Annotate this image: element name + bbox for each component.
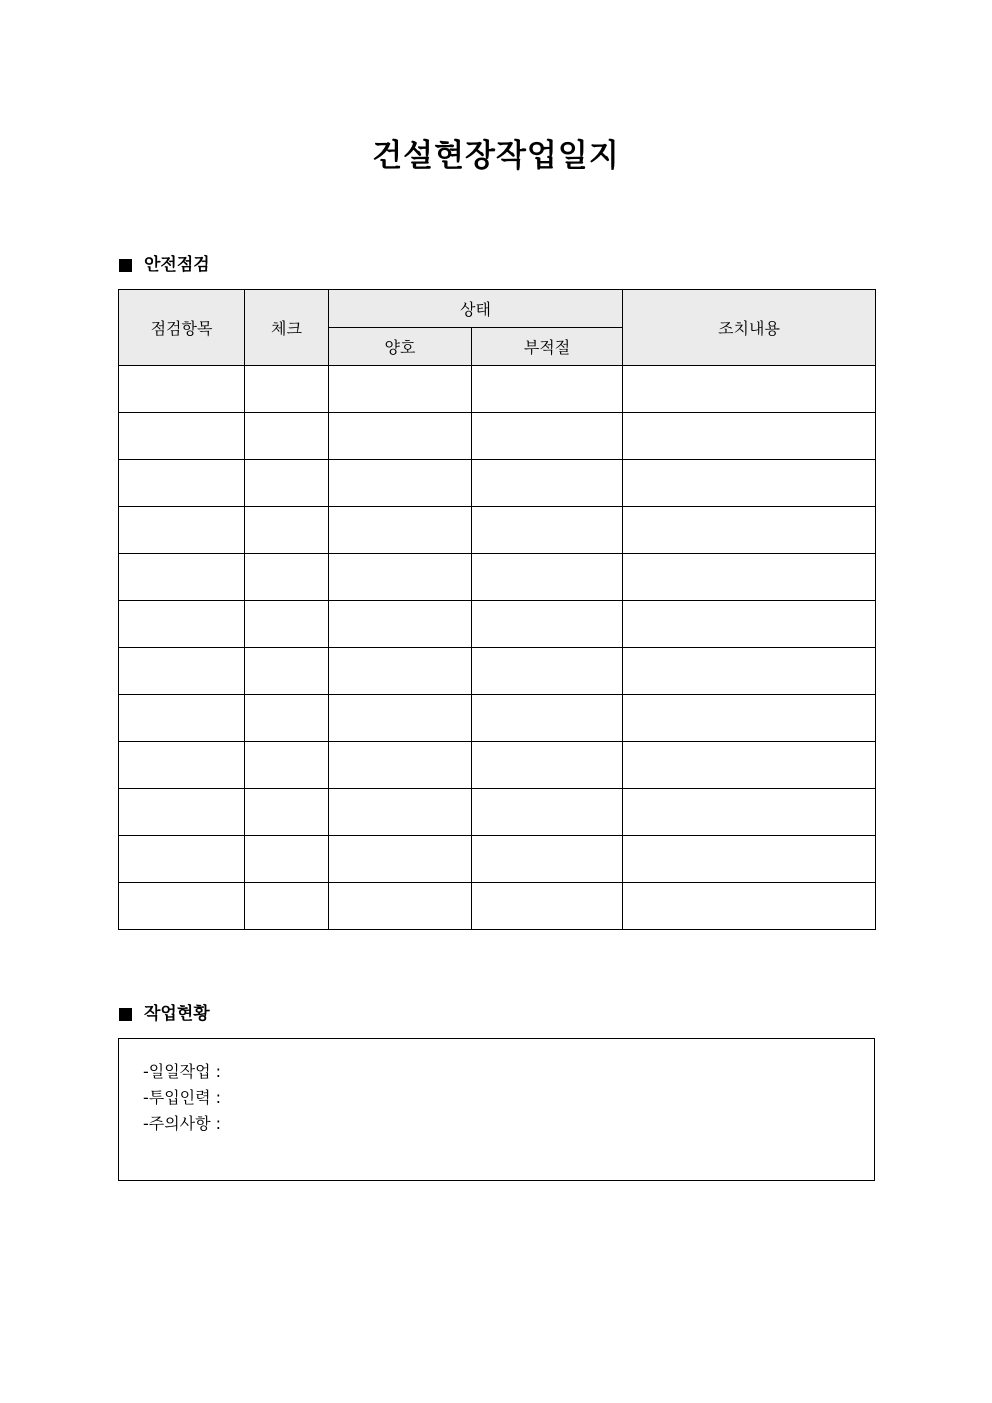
table-row [119, 554, 876, 601]
cell-action[interactable] [623, 789, 876, 836]
cell-bad[interactable] [472, 460, 623, 507]
work-status-box [118, 1038, 875, 1181]
cell-item[interactable] [119, 554, 245, 601]
cell-good[interactable] [329, 460, 472, 507]
cell-bad[interactable] [472, 413, 623, 460]
header-bad: 부적절 [472, 328, 623, 366]
square-bullet-icon [119, 259, 132, 272]
cell-check[interactable] [245, 742, 329, 789]
cell-check[interactable] [245, 413, 329, 460]
cell-good[interactable] [329, 554, 472, 601]
cell-good[interactable] [329, 883, 472, 930]
safety-table-body [119, 366, 876, 930]
cell-action[interactable] [623, 695, 876, 742]
cell-check[interactable] [245, 601, 329, 648]
cell-good[interactable] [329, 601, 472, 648]
safety-section-heading [119, 253, 210, 277]
square-bullet-icon [119, 1008, 132, 1021]
cell-item[interactable] [119, 742, 245, 789]
cell-check[interactable] [245, 366, 329, 413]
cell-bad[interactable] [472, 366, 623, 413]
work-line-manpower: -투입인력 : [143, 1088, 222, 1107]
cell-item[interactable] [119, 648, 245, 695]
cell-item[interactable] [119, 507, 245, 554]
cell-bad[interactable] [472, 601, 623, 648]
cell-good[interactable] [329, 789, 472, 836]
cell-item[interactable] [119, 460, 245, 507]
cell-check[interactable] [245, 836, 329, 883]
cell-check[interactable] [245, 554, 329, 601]
cell-check[interactable] [245, 648, 329, 695]
cell-bad[interactable] [472, 789, 623, 836]
cell-action[interactable] [623, 883, 876, 930]
table-row [119, 460, 876, 507]
header-item: 점검항목 [119, 290, 245, 366]
cell-item[interactable] [119, 413, 245, 460]
cell-action[interactable] [623, 742, 876, 789]
cell-bad[interactable] [472, 695, 623, 742]
table-row [119, 507, 876, 554]
header-check: 체크 [245, 290, 329, 366]
cell-check[interactable] [245, 883, 329, 930]
cell-good[interactable] [329, 507, 472, 554]
table-row [119, 413, 876, 460]
cell-good[interactable] [329, 742, 472, 789]
cell-action[interactable] [623, 554, 876, 601]
work-line-caution: -주의사항 : [143, 1114, 222, 1133]
header-action: 조치내용 [623, 290, 876, 366]
table-row [119, 648, 876, 695]
cell-check[interactable] [245, 695, 329, 742]
header-good: 양호 [329, 328, 472, 366]
cell-item[interactable] [119, 366, 245, 413]
cell-good[interactable] [329, 366, 472, 413]
cell-action[interactable] [623, 413, 876, 460]
header-status: 상태 [329, 290, 623, 328]
cell-item[interactable] [119, 883, 245, 930]
safety-section-title: 안전점검 [144, 255, 210, 275]
table-row [119, 366, 876, 413]
table-row [119, 742, 876, 789]
cell-action[interactable] [623, 460, 876, 507]
work-line-daily: -일일작업 : [143, 1062, 222, 1081]
cell-bad[interactable] [472, 554, 623, 601]
cell-good[interactable] [329, 648, 472, 695]
cell-check[interactable] [245, 507, 329, 554]
cell-check[interactable] [245, 460, 329, 507]
table-row [119, 789, 876, 836]
cell-item[interactable] [119, 789, 245, 836]
cell-action[interactable] [623, 601, 876, 648]
safety-check-table [118, 289, 876, 930]
cell-check[interactable] [245, 789, 329, 836]
cell-action[interactable] [623, 507, 876, 554]
cell-good[interactable] [329, 695, 472, 742]
cell-bad[interactable] [472, 648, 623, 695]
cell-item[interactable] [119, 836, 245, 883]
cell-bad[interactable] [472, 507, 623, 554]
document-title: 건설현장작업일지 [372, 138, 620, 174]
cell-good[interactable] [329, 413, 472, 460]
cell-item[interactable] [119, 601, 245, 648]
cell-item[interactable] [119, 695, 245, 742]
work-section-heading [119, 1002, 210, 1026]
table-row [119, 883, 876, 930]
cell-action[interactable] [623, 648, 876, 695]
cell-bad[interactable] [472, 883, 623, 930]
table-row [119, 836, 876, 883]
cell-bad[interactable] [472, 742, 623, 789]
work-section-title: 작업현황 [144, 1004, 210, 1024]
cell-good[interactable] [329, 836, 472, 883]
cell-bad[interactable] [472, 836, 623, 883]
work-status-lines [143, 1059, 221, 1137]
table-row [119, 601, 876, 648]
cell-action[interactable] [623, 836, 876, 883]
cell-action[interactable] [623, 366, 876, 413]
table-row [119, 695, 876, 742]
